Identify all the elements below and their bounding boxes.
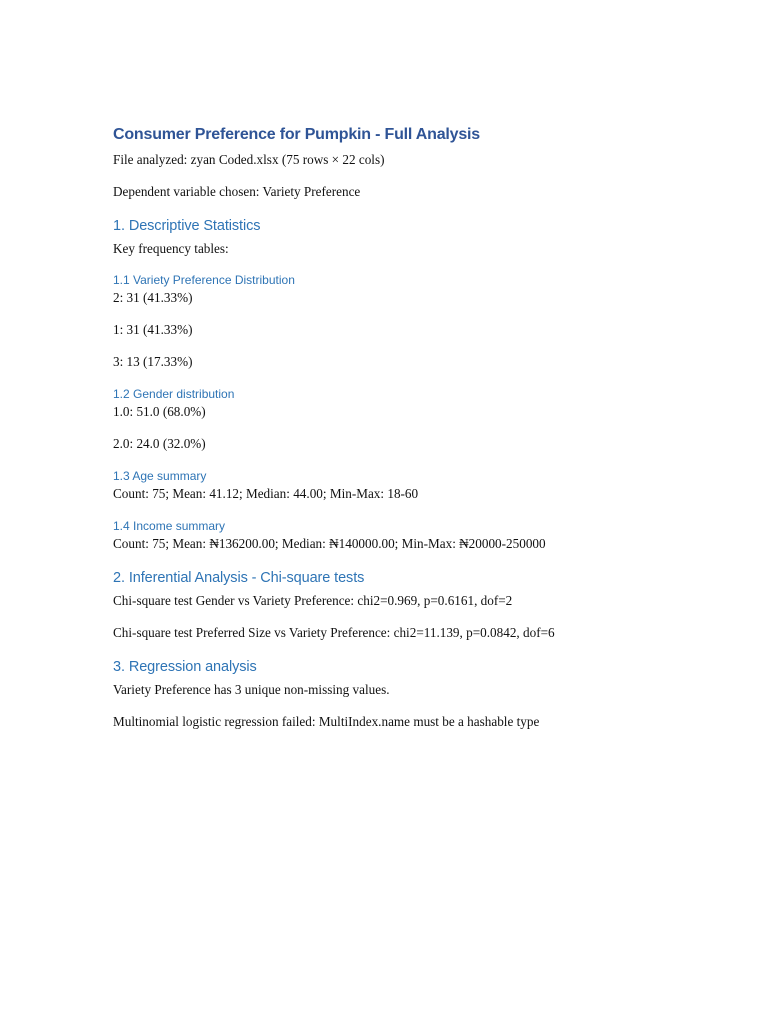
gender-freq-line: 1.0: 51.0 (68.0%) xyxy=(113,404,206,419)
subsection-age-heading: 1.3 Age summary xyxy=(113,469,207,483)
gender-freq-line: 2.0: 24.0 (32.0%) xyxy=(113,436,206,451)
chi-square-line: Chi-square test Preferred Size vs Variety Preference: chi2=11.139, p=0.0842, dof=6 xyxy=(113,625,555,640)
section-inferential-heading: 2. Inferential Analysis - Chi-square tests xyxy=(113,570,365,586)
section-descriptive-intro: Key frequency tables: xyxy=(113,241,229,256)
variety-freq-line: 1: 31 (41.33%) xyxy=(113,322,193,337)
subsection-variety-heading: 1.1 Variety Preference Distribution xyxy=(113,273,295,287)
dependent-variable-line: Dependent variable chosen: Variety Preference xyxy=(113,184,361,199)
document-page xyxy=(113,124,713,730)
section-regression-heading: 3. Regression analysis xyxy=(113,659,257,675)
subsection-gender-heading: 1.2 Gender distribution xyxy=(113,387,235,401)
income-summary-line: Count: 75; Mean: ₦136200.00; Median: ₦140000.00; Min-Max: ₦20000-250000 xyxy=(113,536,546,551)
subsection-income-heading: 1.4 Income summary xyxy=(113,519,226,533)
variety-freq-line: 3: 13 (17.33%) xyxy=(113,354,193,369)
variety-freq-line: 2: 31 (41.33%) xyxy=(113,290,193,305)
regression-line: Multinomial logistic regression failed: MultiIndex.name must be a hashable type xyxy=(113,714,540,729)
section-descriptive-heading: 1. Descriptive Statistics xyxy=(113,218,261,234)
document-title: Consumer Preference for Pumpkin - Full Analysis xyxy=(113,126,480,143)
age-summary-line: Count: 75; Mean: 41.12; Median: 44.00; Min-Max: 18-60 xyxy=(113,486,419,501)
file-analyzed-line: File analyzed: zyan Coded.xlsx (75 rows × 22 cols) xyxy=(113,152,385,167)
chi-square-line: Chi-square test Gender vs Variety Preference: chi2=0.969, p=0.6161, dof=2 xyxy=(113,593,513,608)
regression-line: Variety Preference has 3 unique non-missing values. xyxy=(113,682,390,697)
